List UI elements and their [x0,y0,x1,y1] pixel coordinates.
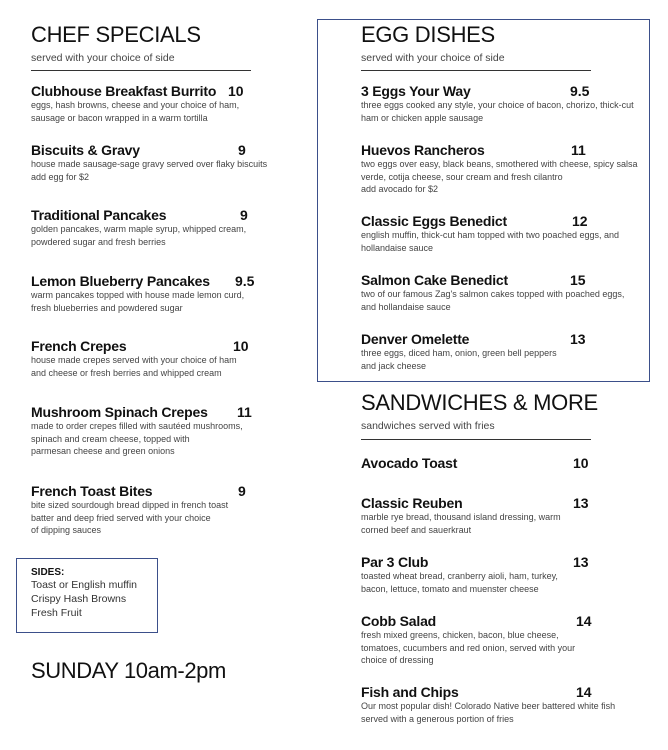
item-price: 10 [573,455,589,471]
item-name: Fish and Chips [361,684,459,700]
side-item: Crispy Hash Browns [31,593,127,605]
item-description: three eggs cooked any style, your choice of bacon, chorizo, thick-cut ham or chicken apple sausage [361,100,634,123]
sides-title: SIDES: [31,567,65,578]
menu-item-classic-reuben [361,495,646,536]
item-price: 14 [576,613,592,629]
item-price: 14 [576,684,592,700]
item-description: marble rye bread, thousand island dressing, warm corned beef and sauerkraut [361,512,561,535]
item-name: Biscuits & Gravy [31,142,140,158]
item-price: 13 [573,554,589,570]
item-name: Classic Eggs Benedict [361,213,507,229]
sandwiches-subtitle: sandwiches served with fries [361,420,495,432]
egg-dishes-subtitle: served with your choice of side [361,52,505,64]
menu-item-classic-eggs-benedict [361,213,646,254]
item-description: fresh mixed greens, chicken, bacon, blue cheese, tomatoes, cucumbers and red onion, served with your choice of dressing [361,630,576,665]
sandwiches-divider [361,439,591,440]
menu-item-par-3-club [361,554,646,595]
item-name: Cobb Salad [361,613,437,629]
menu-item-huevos-rancheros [361,142,646,196]
item-description: made to order crepes filled with sautéed mushrooms, spinach and cream cheese, topped with parmesan cheese and green onions [31,421,243,456]
item-name: Mushroom Spinach Crepes [31,404,208,420]
item-price: 9 [240,207,248,223]
side-item: Fresh Fruit [31,607,82,619]
item-name: Avocado Toast [361,455,458,471]
item-description: house made sausage-sage gravy served over flaky biscuits add egg for $2 [31,159,268,182]
service-hours: SUNDAY 10am-2pm [31,658,226,683]
egg-dishes-title: EGG DISHES [361,22,495,47]
item-description: warm pancakes topped with house made lemon curd, fresh blueberries and powdered sugar [31,290,245,313]
menu-item-3-eggs-your-way [361,83,646,124]
item-name: Huevos Rancheros [361,142,485,158]
chef-specials-subtitle: served with your choice of side [31,52,175,64]
item-name: Clubhouse Breakfast Burrito [31,83,217,99]
item-description: eggs, hash browns, cheese and your choice of ham, sausage or bacon wrapped in a warm tortilla [31,100,240,123]
item-name: French Toast Bites [31,483,153,499]
item-name: Classic Reuben [361,495,463,511]
item-name: Traditional Pancakes [31,207,167,223]
item-price: 9 [238,142,246,158]
item-description: bite sized sourdough bread dipped in french toast batter and deep fried served with your choice of dipping sauces [31,500,229,535]
item-price: 11 [237,404,252,420]
chef-specials-title: CHEF SPECIALS [31,22,201,47]
item-price: 15 [570,272,586,288]
menu-item-denver-omelette [361,331,646,372]
item-price: 12 [572,213,588,229]
item-price: 10 [228,83,244,99]
side-item: Toast or English muffin [31,579,138,591]
item-description: house made crepes served with your choice of ham and cheese or fresh berries and whipped cream [31,355,237,378]
item-description: Our most popular dish! Colorado Native beer battered white fish served with a generous portion of fries [361,701,616,724]
item-price: 9.5 [570,83,590,99]
sandwiches-title: SANDWICHES & MORE [361,390,598,415]
item-name: French Crepes [31,338,127,354]
item-description: toasted wheat bread, cranberry aioli, ham, turkey, bacon, lettuce, tomato and muenster cheese [361,571,558,594]
item-price: 11 [571,142,586,158]
item-name: Denver Omelette [361,331,470,347]
item-price: 9 [238,483,246,499]
egg-dishes-box [317,19,650,382]
menu-item-cobb-salad [361,613,646,667]
item-description: two eggs over easy, black beans, smothered with cheese, spicy salsa verde, cotija cheese, sour cream and fresh cilantro add avocado for $2 [361,159,638,194]
menu-item-avocado-toast [361,455,646,471]
chef-specials-divider [31,70,251,71]
menu-item-fish-and-chips [361,684,651,725]
item-description: three eggs, diced ham, onion, green bell peppers and jack cheese [361,348,557,371]
item-name: Salmon Cake Benedict [361,272,508,288]
item-name: Lemon Blueberry Pancakes [31,273,210,289]
sides-box [16,558,158,633]
item-name: 3 Eggs Your Way [361,83,471,99]
item-price: 13 [573,495,589,511]
egg-dishes-divider [361,70,591,71]
menu-item-salmon-cake-benedict [361,272,646,313]
item-description: english muffin, thick-cut ham topped with two poached eggs, and hollandaise sauce [361,230,619,253]
item-description: two of our famous Zag's salmon cakes topped with poached eggs, and hollandaise sauce [361,289,625,312]
item-price: 9.5 [235,273,255,289]
item-name: Par 3 Club [361,554,429,570]
item-price: 13 [570,331,586,347]
item-description: golden pancakes, warm maple syrup, whipped cream, powdered sugar and fresh berries [31,224,247,247]
item-price: 10 [233,338,249,354]
